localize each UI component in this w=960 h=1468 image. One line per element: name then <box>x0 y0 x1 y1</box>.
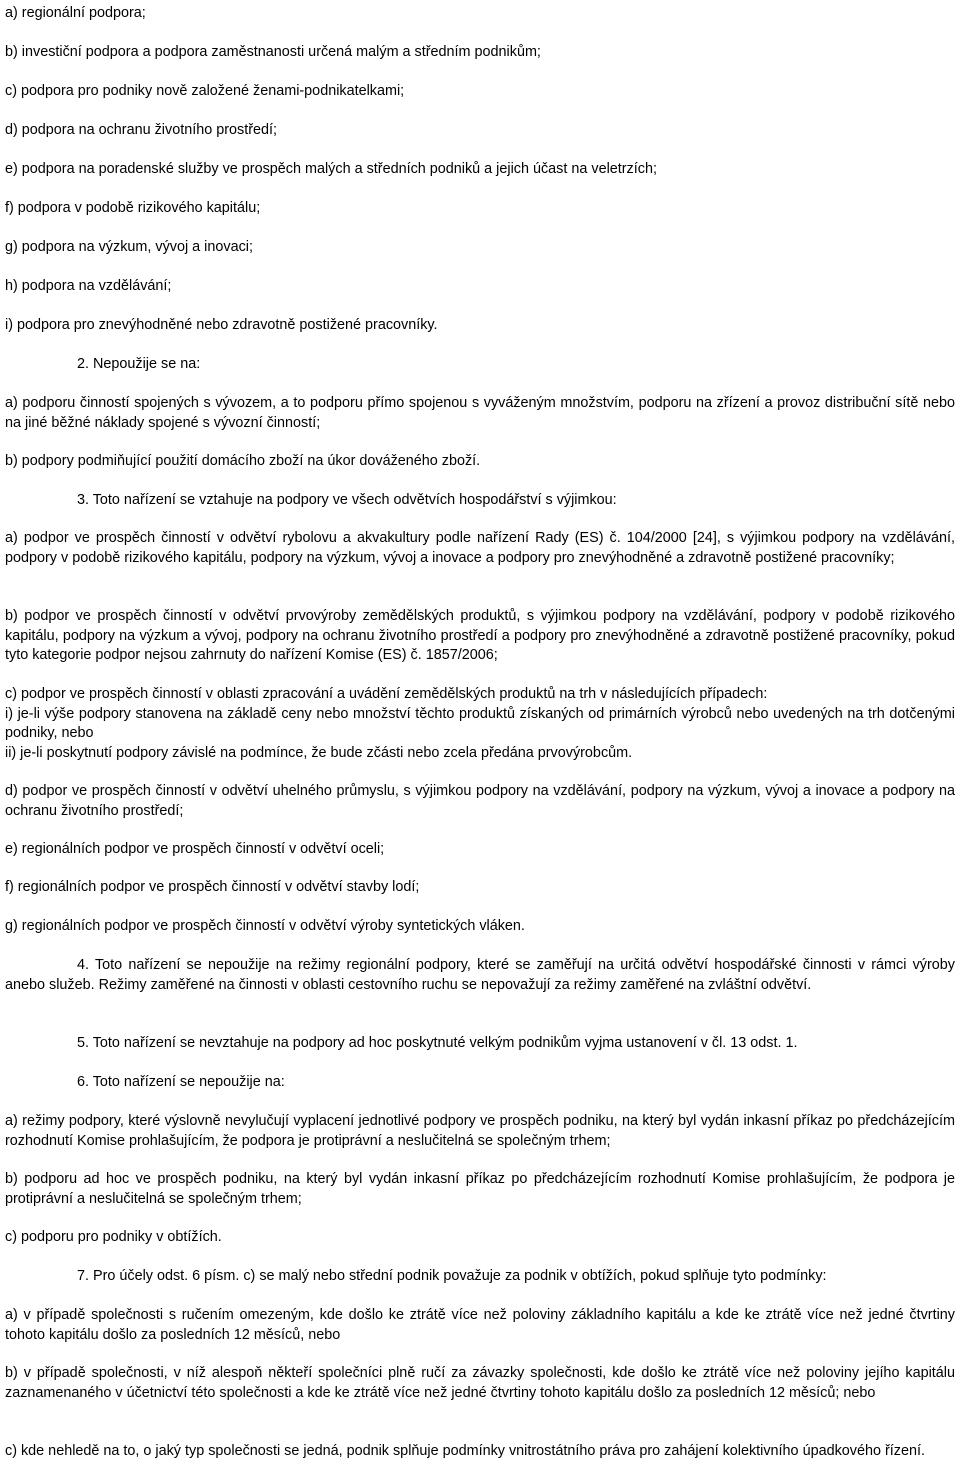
list-item: g) regionálních podpor ve prospěch činností v odvětví výroby syntetických vláken. <box>5 918 525 934</box>
section-heading: 3. Toto nařízení se vztahuje na podpory ve všech odvětvích hospodářství s výjimkou: <box>77 492 617 508</box>
section-heading: 7. Pro účely odst. 6 písm. c) se malý nebo střední podnik považuje za podnik v obtížích, pokud splňuje tyto podmínky: <box>77 1268 827 1284</box>
list-item: b) podpory podmiňující použití domácího zboží na úkor dováženého zboží. <box>5 453 481 469</box>
list-item: d) podpora na ochranu životního prostředí; <box>5 122 277 138</box>
list-item: d) podpor ve prospěch činností v odvětví uhelného průmyslu, s výjimkou podpory na vzdělávání, podpory na výzkum, vývoj a inovace a podpory na ochranu životního prostředí; <box>5 783 955 819</box>
section-paragraph: 4. Toto nařízení se nepoužije na režimy regionální podpory, které se zaměřují na určitá odvětví hospodářské činnosti v rámci výroby anebo služeb. Režimy zaměřené na činnosti v oblasti cestovního ruchu se nepovažují za režimy zaměřené na zvláštní odvětví. <box>5 957 955 993</box>
list-item: b) podporu ad hoc ve prospěch podniku, na který byl vydán inkasní příkaz po předcházejícím rozhodnutí Komise prohlašujícím, že podpora je protiprávní a neslučitelná se společným trhem; <box>5 1171 955 1207</box>
list-item: c) podpora pro podniky nově založené ženami-podnikatelkami; <box>5 83 405 99</box>
list-item: i) podpora pro znevýhodněné nebo zdravotně postižené pracovníky. <box>5 317 438 333</box>
section-heading: 2. Nepoužije se na: <box>77 356 201 372</box>
list-item: c) podporu pro podniky v obtížích. <box>5 1229 222 1245</box>
list-item <box>5 685 955 763</box>
list-item-line: ii) je-li poskytnutí podpory závislé na podmínce, že bude zčásti nebo zcela předána prvovýrobcům. <box>5 744 633 761</box>
list-item: b) v případě společnosti, v níž alespoň někteří společníci plně ručí za závazky společnosti, kde došlo ke ztrátě více než poloviny jejího kapitálu zaznamenaného v účetnictví této společnosti a kde ke ztrátě více než jedné čtvrtiny tohoto kapitálu došlo za posledních 12 měsíců; nebo <box>5 1365 955 1401</box>
list-item: c) kde nehledě na to, o jaký typ společnosti se jedná, podnik splňuje podmínky vnitrostátního práva pro zahájení kolektivního úpadkového řízení. <box>5 1443 925 1459</box>
list-item: a) podporu činností spojených s vývozem, a to podporu přímo spojenou s vyváženým množstvím, podporu na zřízení a provoz distribuční sítě nebo na jiné běžné náklady spojené s vývozní činností; <box>5 395 955 431</box>
list-item: f) podpora v podobě rizikového kapitálu; <box>5 200 261 216</box>
list-item: a) v případě společnosti s ručením omezeným, kde došlo ke ztrátě více než poloviny základního kapitálu a kde ke ztrátě více než jedné čtvrtiny tohoto kapitálu došlo za posledních 12 měsíců, nebo <box>5 1307 955 1343</box>
list-item-line: i) je-li výše podpory stanovena na základě ceny nebo množství těchto produktů získaných od primárních výrobců nebo uvedených na trh dotčenými podniky, nebo <box>5 705 955 741</box>
list-item: b) investiční podpora a podpora zaměstnanosti určená malým a středním podnikům; <box>5 44 541 60</box>
list-item: e) regionálních podpor ve prospěch činností v odvětví oceli; <box>5 841 385 857</box>
list-item: g) podpora na výzkum, vývoj a inovaci; <box>5 239 253 255</box>
list-item-line: c) podpor ve prospěch činností v oblasti zpracování a uvádění zemědělských produktů na trh v následujících případech: <box>5 686 768 702</box>
list-item: h) podpora na vzdělávání; <box>5 278 172 294</box>
list-item: a) režimy podpory, které výslovně nevylučují vyplacení jednotlivé podpory ve prospěch podniku, na který byl vydán inkasní příkaz po předcházejícím rozhodnutí Komise prohlašujícím, že podpora je protiprávní a neslučitelná se společným trhem; <box>5 1113 955 1149</box>
list-item: f) regionálních podpor ve prospěch činností v odvětví stavby lodí; <box>5 879 420 895</box>
list-item: e) podpora na poradenské služby ve prospěch malých a středních podniků a jejich účast na veletrzích; <box>5 161 657 177</box>
section-paragraph: 5. Toto nařízení se nevztahuje na podpory ad hoc poskytnuté velkým podnikům vyjma ustanovení v čl. 13 odst. 1. <box>77 1035 798 1051</box>
section-heading: 6. Toto nařízení se nepoužije na: <box>77 1074 285 1090</box>
list-item: a) podpor ve prospěch činností v odvětví rybolovu a akvakultury podle nařízení Rady (ES) č. 104/2000 [24], s výjimkou podpory na vzdělávání, podpory v podobě rizikového kapitálu, podpory na výzkum, vývoj a inovace a podpory pro znevýhodněné a zdravotně postižené pracovníky; <box>5 530 955 566</box>
list-item: b) podpor ve prospěch činností v odvětví prvovýroby zemědělských produktů, s výjimkou podpory na vzdělávání, podpory v podobě rizikového kapitálu, podpory na výzkum a vývoj, podpory na ochranu životního prostředí a podpory pro znevýhodněné a zdravotně postižené pracovníky, pokud tyto kategorie podpor nejsou zahrnuty do nařízení Komise (ES) č. 1857/2006; <box>5 608 955 663</box>
list-item: a) regionální podpora; <box>5 5 146 21</box>
